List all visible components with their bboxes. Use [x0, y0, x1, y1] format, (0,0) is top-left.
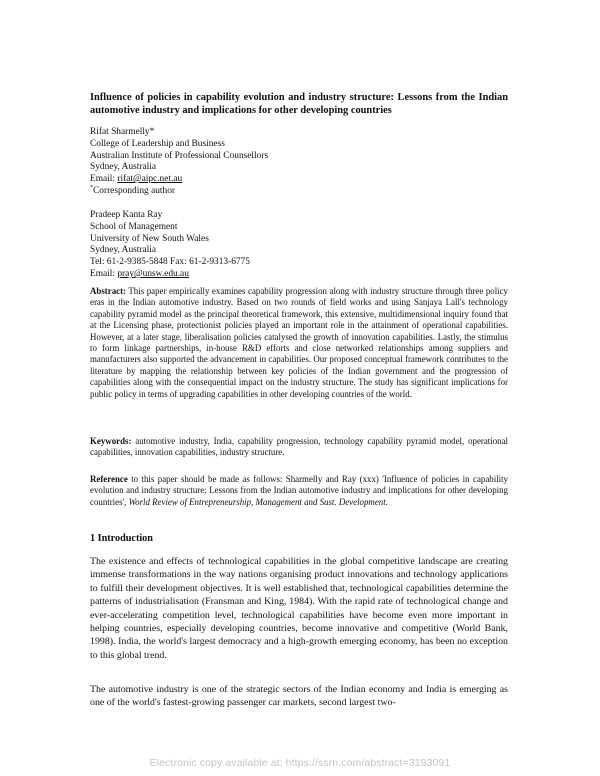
author1-line-1: College of Leadership and Business: [90, 138, 225, 149]
author1-name: Rifat Sharmelly*: [90, 127, 155, 137]
author2-email-line: [90, 269, 508, 281]
author2-line-1: School of Management: [90, 221, 178, 232]
author2-name: Pradeep Kanta Ray: [90, 210, 163, 220]
intro-paragraph-2: The automotive industry is one of the strategic sectors of the Indian economy and India is emerging as one of the world's fastest-growing passenger car markets, second largest two-: [90, 684, 508, 709]
ssrn-footer: Electronic copy available at: https://ssrn.com/abstract=3193091: [149, 757, 451, 769]
author1-line-2: Australian Institute of Professional Counsellors: [90, 150, 269, 161]
intro-paragraph-1: The existence and effects of technological capabilities in the global competitive landscape are creating immense transformations in the way nations organising product innovations and technology applications to fulfill their development objectives. It is well established that, technological capabilities determine the patterns of industrialisation (Fransman and King, 1984). With the rapid rate of technological change and ever-accelerating competition level, technological capabilities have become even more important in helping countries, especially developing countries, become innovative and competitive (World Bank, 1998). India, the world's largest democracy and a high-growth emerging economy, has been no exception to this global trend.: [90, 556, 508, 661]
corresponding-mark: *: [90, 184, 93, 191]
keywords-text: automotive industry, India, capability progression, technology capability pyramid model, operational capabilities, innovation capabilities, industry structure.: [90, 436, 508, 458]
author1-email-link[interactable]: rifat@aipc.net.au: [117, 174, 183, 185]
author2-line-2: University of New South Wales: [90, 233, 209, 244]
reference-label: Reference: [90, 474, 128, 484]
author1-line-3: Sydney, Australia: [90, 162, 157, 173]
reference-journal: World Review of Entrepreneurship, Management and Sust. Development: [128, 496, 386, 507]
reference-paragraph: [90, 474, 508, 508]
corresponding-author-text: Corresponding author: [93, 185, 176, 196]
author1-block: [90, 127, 508, 198]
abstract-label: Abstract:: [90, 286, 126, 296]
paper-title: Influence of policies in capability evolution and industry structure: Lessons from the Indian automotive industry and implications for other developing countries: [90, 92, 508, 116]
section-heading-introduction: 1 Introduction: [90, 533, 153, 544]
author2-email-label: Email:: [90, 268, 118, 279]
corresponding-author-note: [90, 186, 508, 198]
keywords-label: Keywords:: [90, 436, 132, 446]
abstract-text: This paper empirically examines capability progression along with industry structure through three policy eras in the Indian automotive industry. Based on two rounds of field works and using Sanjaya Lall's technology capability pyramid model as the principal theoretical framework, this extensive, multidimensional inquiry found that at the Licensing phase, protectionist policies played an important role in the attainment of operational capabilities. However, at a later stage, liberalisation policies catalysed the growth of innovation capabilities. Lastly, the stimulus to form linkage partnerships, in-house R&D efforts and close networked relationships among suppliers and manufacturers also supported the advancement in capabilities. Our proposed conceptual framework contributes to the literature by mapping the relationship between key policies of the Indian government and the progression of capabilities along with the consequential impact on the industry structure. The study has significant implications for public policy in terms of upgrading capabilities in other developing countries of the world.: [90, 286, 508, 399]
reference-text: to this paper should be made as follows: Sharmelly and Ray (xxx) 'Influence of policies in capability evolution and industry structure: Lessons from the Indian automotive industry and implications for other developing countries',: [90, 474, 508, 507]
keywords-paragraph: [90, 436, 508, 459]
author2-line-3: Sydney, Australia: [90, 245, 157, 256]
author1-email-label: Email:: [90, 174, 118, 185]
reference-end: .: [385, 496, 388, 507]
author2-block: [90, 210, 508, 281]
author2-line-4: Tel: 61-2-9385-5848 Fax: 61-2-9313-6775: [90, 257, 250, 268]
author2-email-link[interactable]: pray@unsw.edu.au: [117, 268, 189, 279]
abstract-paragraph: [90, 286, 508, 400]
author1-email-line: [90, 174, 508, 186]
